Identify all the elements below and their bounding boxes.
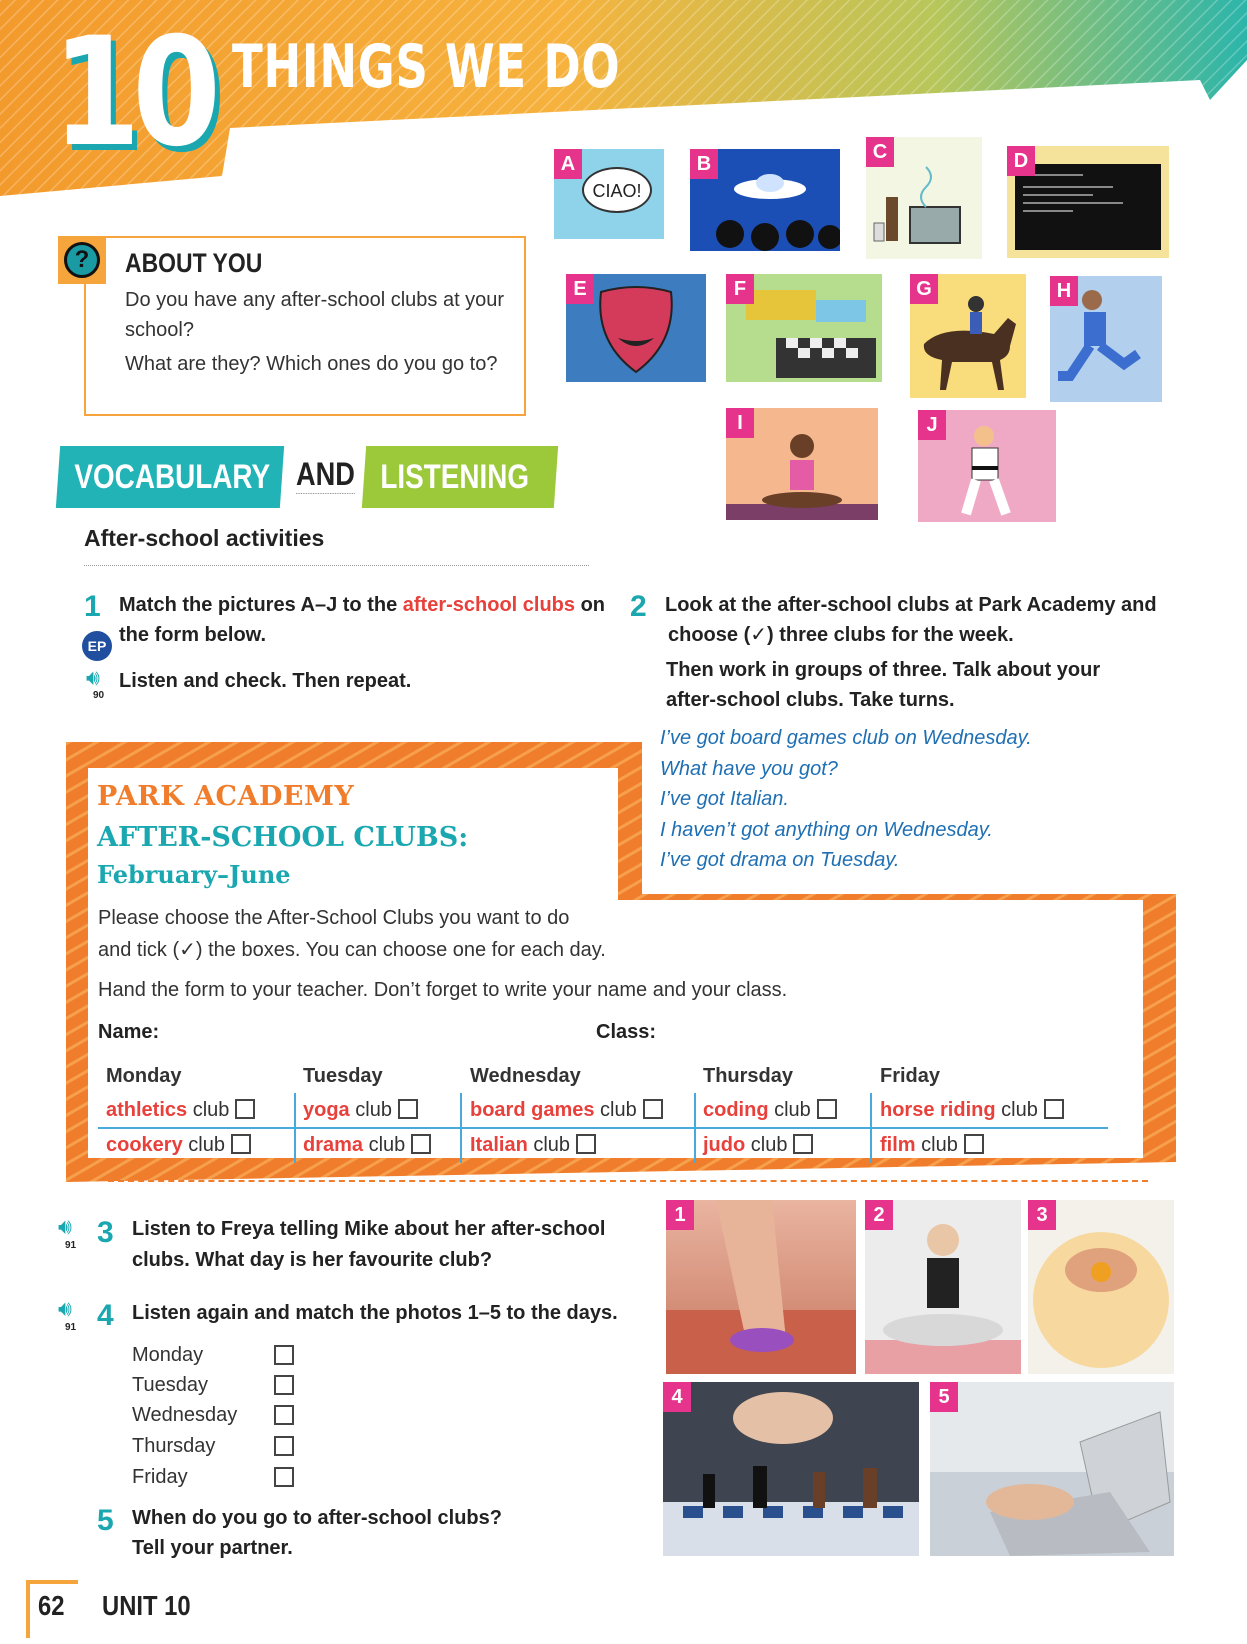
checkbox[interactable] xyxy=(643,1099,663,1119)
club-word: club xyxy=(750,1134,788,1156)
photo-label: 2 xyxy=(865,1200,893,1230)
picture-i xyxy=(726,408,878,520)
photo-label: 4 xyxy=(663,1382,691,1412)
answer-box[interactable] xyxy=(274,1467,294,1487)
day-header-thursday: Thursday xyxy=(703,1065,794,1087)
exercise-5-line: Tell your partner. xyxy=(132,1537,293,1559)
answer-box[interactable] xyxy=(274,1436,294,1456)
club-name: coding xyxy=(703,1099,769,1121)
exercise-3-line: clubs. What day is her favourite club? xyxy=(132,1249,493,1271)
listening-tag-label: LISTENING xyxy=(380,458,530,496)
exercise-1-listen: Listen and check. Then repeat. xyxy=(119,670,412,692)
club-word: club xyxy=(188,1134,225,1156)
checkbox[interactable] xyxy=(817,1099,837,1119)
unit-number: 10 xyxy=(52,6,213,180)
picture-label: B xyxy=(690,149,718,179)
checkbox[interactable] xyxy=(231,1134,251,1154)
speech-bubble: CIAO! xyxy=(582,167,652,213)
day-option: Wednesday xyxy=(132,1404,238,1426)
club-word: club xyxy=(1001,1099,1038,1121)
about-you-line: What are they? Which ones do you go to? xyxy=(125,353,498,375)
class-label: Class: xyxy=(596,1021,657,1043)
table-row-divider xyxy=(98,1127,1108,1129)
checkbox[interactable] xyxy=(793,1134,813,1154)
club-option[interactable] xyxy=(880,1134,984,1157)
club-name: horse riding xyxy=(880,1099,996,1121)
page-number: 62 xyxy=(38,1590,65,1621)
chess-photo xyxy=(663,1382,919,1556)
club-option[interactable] xyxy=(880,1099,1064,1122)
club-name: yoga xyxy=(303,1099,350,1121)
checkbox[interactable] xyxy=(398,1099,418,1119)
form-dates: February–June xyxy=(97,860,291,889)
club-word: club xyxy=(368,1134,406,1156)
picture-label: J xyxy=(918,410,946,440)
day-option: Tuesday xyxy=(132,1374,208,1396)
day-option: Thursday xyxy=(132,1435,216,1457)
audio-track-number: 90 xyxy=(93,690,105,701)
club-name: Italian xyxy=(470,1134,528,1156)
example-dialogue-line: I haven’t got anything on Wednesday. xyxy=(660,819,993,841)
photo-3 xyxy=(1028,1200,1174,1374)
club-option[interactable] xyxy=(703,1134,813,1157)
club-name: cookery xyxy=(106,1134,183,1156)
about-you-line: Do you have any after-school clubs at your xyxy=(125,289,505,311)
answer-box[interactable] xyxy=(274,1405,294,1425)
checkbox[interactable] xyxy=(411,1134,431,1154)
ex1-text-a: Match the pictures A–J to the xyxy=(119,594,403,616)
exercise-2-line: Look at the after-school clubs at Park Academy and xyxy=(665,594,1157,616)
exercise-number: 5 xyxy=(97,1504,114,1537)
question-icon: ? xyxy=(64,242,100,278)
club-option[interactable] xyxy=(303,1099,418,1122)
picture-c xyxy=(866,137,982,259)
picture-d xyxy=(1007,146,1169,258)
code-screen xyxy=(1015,164,1161,250)
running-track-photo xyxy=(666,1200,856,1374)
footer-accent xyxy=(26,1580,30,1638)
picture-label: A xyxy=(554,149,582,179)
tear-line xyxy=(108,1180,1148,1182)
picture-g xyxy=(910,274,1026,398)
listening-tag xyxy=(362,446,558,508)
picture-label: D xyxy=(1007,146,1035,176)
example-dialogue-line: What have you got? xyxy=(660,758,838,780)
picture-label: G xyxy=(910,274,938,304)
picture-h xyxy=(1050,276,1162,402)
club-word: club xyxy=(600,1099,637,1121)
photo-label: 1 xyxy=(666,1200,694,1230)
name-label: Name: xyxy=(98,1021,160,1043)
audio-speaker-icon[interactable]: 🔊︎ xyxy=(86,665,100,690)
form-subtitle: AFTER-SCHOOL CLUBS: xyxy=(97,822,469,853)
club-option[interactable] xyxy=(470,1134,596,1157)
exercise-number: 1 xyxy=(84,590,101,623)
exercise-1-instruction xyxy=(119,590,605,620)
exercise-2-line: after-school clubs. Take turns. xyxy=(666,689,955,711)
about-you-title: ABOUT YOU xyxy=(125,248,263,278)
club-option[interactable] xyxy=(106,1134,251,1157)
club-name: athletics xyxy=(106,1099,188,1121)
club-option[interactable] xyxy=(303,1134,431,1157)
form-instruction: and tick (✓) the boxes. You can choose one for each day. xyxy=(98,939,606,961)
picture-label: C xyxy=(866,137,894,167)
club-option[interactable] xyxy=(470,1099,663,1122)
audio-track-number: 91 xyxy=(65,1322,77,1333)
picture-e xyxy=(566,274,706,382)
club-word: club xyxy=(355,1099,392,1121)
day-header-wednesday: Wednesday xyxy=(470,1065,581,1087)
club-name: judo xyxy=(703,1134,746,1156)
exercise-1-instruction-line2: the form below. xyxy=(119,624,267,646)
photo-1 xyxy=(666,1200,856,1374)
unit-title: THINGS WE DO xyxy=(232,32,621,102)
about-you-line: school? xyxy=(125,319,194,341)
club-name: film xyxy=(880,1134,916,1156)
club-word: club xyxy=(774,1099,811,1121)
picture-b xyxy=(690,149,840,251)
ex1-highlight: after-school clubs xyxy=(402,594,576,616)
answer-box[interactable] xyxy=(274,1345,294,1365)
section-subtitle: After-school activities xyxy=(84,525,325,551)
picture-label: E xyxy=(566,274,594,304)
form-instruction: Hand the form to your teacher. Don’t forget to write your name and your class. xyxy=(98,979,788,1001)
table-column-divider xyxy=(294,1093,296,1163)
club-word: club xyxy=(192,1099,230,1121)
photo-4 xyxy=(663,1382,919,1556)
form-instruction: Please choose the After-School Clubs you want to do xyxy=(98,907,570,929)
checkbox[interactable] xyxy=(576,1134,596,1154)
club-word: club xyxy=(921,1134,958,1156)
photo-label: 5 xyxy=(930,1382,958,1412)
exercise-number: 2 xyxy=(630,590,647,623)
club-name: drama xyxy=(303,1134,364,1156)
audio-speaker-icon[interactable]: 🔊︎ xyxy=(58,1296,72,1321)
exercise-5-line: When do you go to after-school clubs? xyxy=(132,1507,502,1529)
photo-5 xyxy=(930,1382,1174,1556)
table-column-divider xyxy=(870,1093,872,1163)
club-name: board games xyxy=(470,1099,595,1121)
and-label: AND xyxy=(296,456,355,492)
photo-2 xyxy=(865,1200,1021,1374)
picture-label: F xyxy=(726,274,754,304)
exercise-number: 4 xyxy=(97,1299,114,1332)
picture-label: H xyxy=(1050,276,1078,306)
about-you-badge xyxy=(58,236,106,284)
checkbox[interactable] xyxy=(1044,1099,1064,1119)
audio-speaker-icon[interactable]: 🔊︎ xyxy=(58,1214,72,1239)
example-dialogue-line: I’ve got drama on Tuesday. xyxy=(660,849,900,871)
computer-photo xyxy=(930,1382,1174,1556)
answer-box[interactable] xyxy=(274,1375,294,1395)
day-header-friday: Friday xyxy=(880,1065,941,1087)
footer-accent xyxy=(26,1580,78,1584)
exercise-2-line: Then work in groups of three. Talk about your xyxy=(666,659,1101,681)
vocabulary-tag-label: VOCABULARY xyxy=(74,458,271,496)
table-column-divider xyxy=(460,1093,462,1163)
day-header-tuesday: Tuesday xyxy=(303,1065,383,1087)
day-option: Monday xyxy=(132,1344,204,1366)
vocabulary-tag xyxy=(56,446,284,508)
picture-f xyxy=(726,274,882,382)
picture-a xyxy=(554,149,664,239)
exercise-3-line: Listen to Freya telling Mike about her after-school xyxy=(132,1218,606,1240)
ex1-text-b: on xyxy=(575,594,606,616)
picture-label: I xyxy=(726,408,754,438)
table-column-divider xyxy=(694,1093,696,1163)
day-option: Friday xyxy=(132,1466,188,1488)
exercise-2-line: choose (✓) three clubs for the week. xyxy=(668,624,1014,646)
example-dialogue-line: I’ve got board games club on Wednesday. xyxy=(660,727,1032,749)
club-option[interactable] xyxy=(703,1099,837,1122)
picture-j xyxy=(918,410,1056,522)
exercise-4-instruction: Listen again and match the photos 1–5 to the days. xyxy=(132,1302,618,1324)
club-option[interactable] xyxy=(106,1099,255,1122)
photo-label: 3 xyxy=(1028,1200,1056,1230)
footer-unit: UNIT 10 xyxy=(102,1590,191,1621)
form-title: PARK ACADEMY xyxy=(97,781,355,812)
checkbox[interactable] xyxy=(964,1134,984,1154)
club-word: club xyxy=(533,1134,571,1156)
divider xyxy=(84,565,589,566)
day-header-monday: Monday xyxy=(106,1065,182,1087)
exercise-number: 3 xyxy=(97,1216,114,1249)
audio-track-number: 91 xyxy=(65,1240,77,1251)
example-dialogue-line: I’ve got Italian. xyxy=(660,788,789,810)
checkbox[interactable] xyxy=(235,1099,255,1119)
ep-badge: EP xyxy=(82,631,112,661)
